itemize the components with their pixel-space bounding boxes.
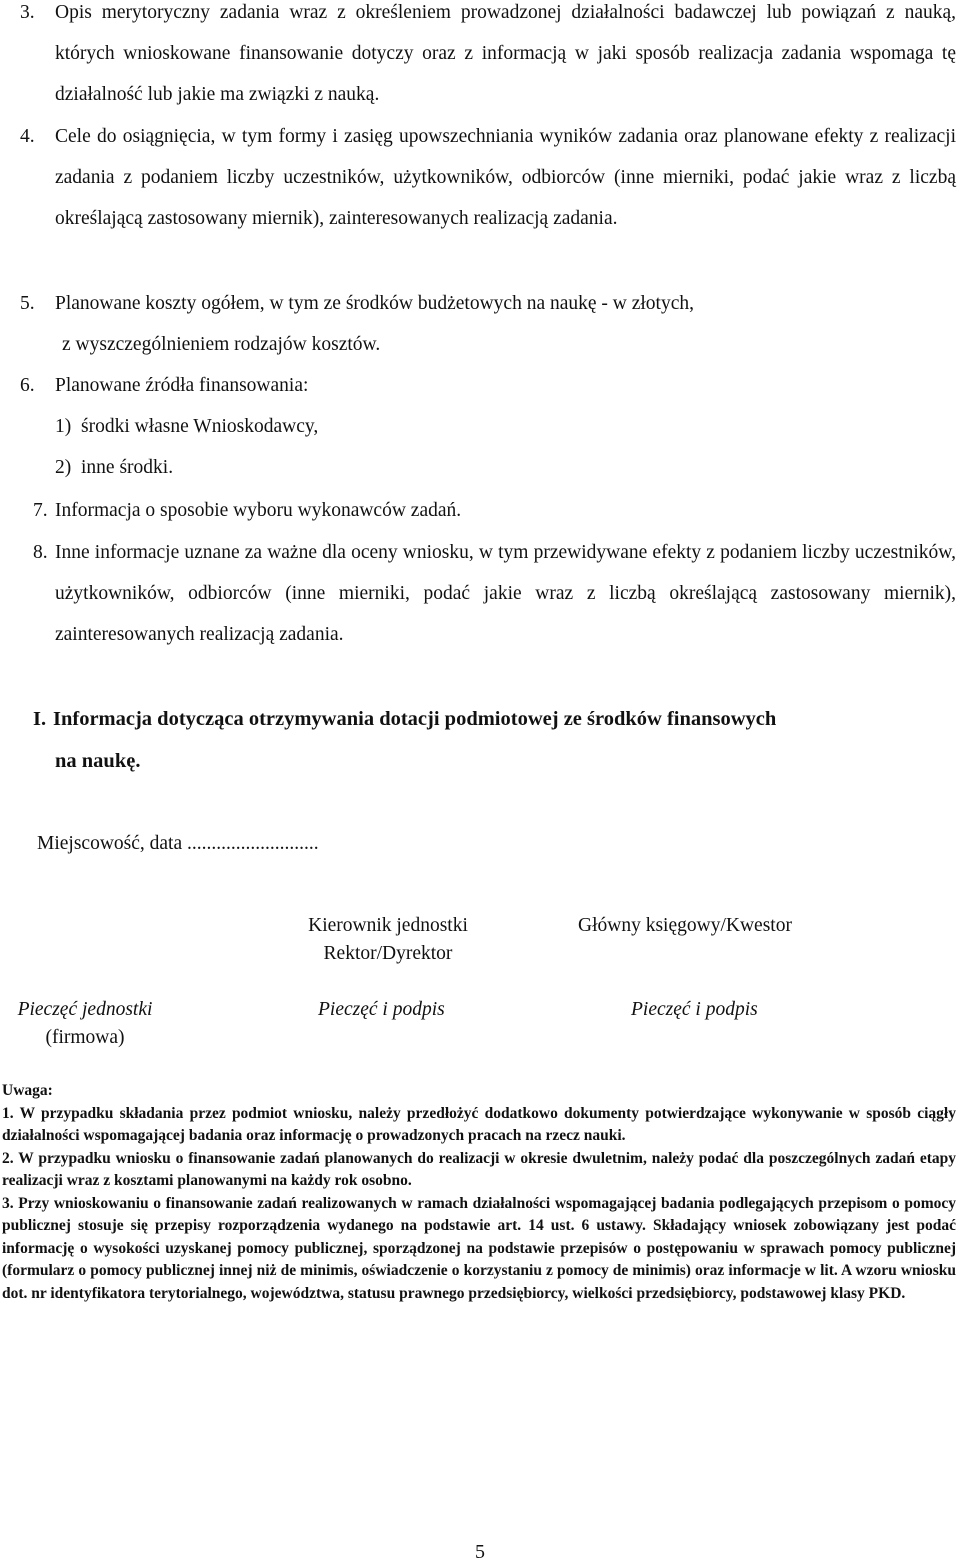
item-5-line-2: z wyszczególnieniem rodzajów kosztów. [62, 334, 381, 355]
item-8-number: 8. [33, 542, 48, 563]
item-3 [20, 0, 956, 115]
item-6-sub-2: 2) inne środki. [55, 457, 174, 478]
item-6-sub-1: 1) środki własne Wnioskodawcy, [55, 416, 319, 437]
notes [2, 1080, 956, 1305]
item-4 [20, 116, 956, 239]
note-1: 1. W przypadku składania przez podmiot wniosku, należy przedłożyć dodatkowo dokumenty potwierdzające wykonywanie w sposób ciągły działalności wspomagającej badania oraz informację o prowadzonych pracach na rzecz nauki. [2, 1104, 956, 1144]
unit-head-label [268, 912, 508, 968]
section-i-heading [33, 698, 953, 782]
section-i-line-1: Informacja dotycząca otrzymywania dotacji podmiotowej ze środków finansowych [53, 708, 777, 730]
section-i-number: I. [33, 708, 47, 730]
unit-stamp-label: Pieczęć jednostki [17, 999, 153, 1020]
notes-title: Uwaga: [2, 1082, 53, 1099]
unit-stamp-block [0, 996, 170, 1052]
unit-stamp-note: (firmowa) [45, 1027, 125, 1048]
item-3-number: 3. [20, 2, 35, 23]
item-7-number: 7. [33, 500, 48, 521]
note-3: 3. Przy wnioskowaniu o finansowanie zadań realizowanych w ramach działalności wspomagającej badania podlegających przepisom o pomocy publicznej stosuje się przepisy rozporządzenia wydanego na podstawie art. 14 ust. 6 ustawy. Składający wniosek zobowiązany jest podać informację o wysokości uzyskanej pomocy publicznej, sporządzonej na podstawie przepisów o postępowaniu w sprawach pomocy publicznej (formularz o pomocy publicznej innej niż de minimis, oświadczenie o korzystaniu z pomocy de minimis) oraz informacje w lit. A wzoru wniosku dot. nr identyfikatora terytorialnego, województwa, statusu prawnego przedsiębiorcy, wielkości przedsiębiorcy, podstawowej klasy PKD. [2, 1194, 956, 1302]
item-4-text: Cele do osiągnięcia, w tym formy i zasięg upowszechniania wyników zadania oraz planowane efekty z realizacji zadania z podaniem liczby uczestników, użytkowników, odbiorców (inne mierniki, podać jakie wraz z liczbą określającą zastosowany miernik), zainteresowanych realizacją zadania. [55, 126, 956, 229]
item-3-text: Opis merytoryczny zadania wraz z określeniem prowadzonej działalności badawczej lub powiązań z nauką, których wnioskowane finansowanie dotyczy oraz z informacją w jaki sposób realizacja zadania wspomaga tę działalność lub jakie ma związki z nauką. [55, 2, 956, 105]
page-number: 5 [475, 1541, 485, 1563]
item-6-number: 6. [20, 375, 35, 396]
accountant-label: Główny księgowy/Kwestor [578, 915, 792, 936]
unit-head-line-2: Rektor/Dyrektor [323, 943, 453, 964]
item-6 [20, 365, 956, 488]
item-7-text: Informacja o sposobie wyboru wykonawców zadań. [55, 500, 462, 521]
unit-head-line-1: Kierownik jednostki [308, 915, 468, 936]
item-5-line-1: Planowane koszty ogółem, w tym ze środków budżetowych na naukę - w złotych, [55, 293, 695, 314]
item-5-number: 5. [20, 293, 35, 314]
place-date: Miejscowość, data ........................... [37, 833, 319, 854]
item-4-number: 4. [20, 126, 35, 147]
stamp-signature-head: Pieczęć i podpis [318, 999, 445, 1020]
item-5 [20, 283, 956, 365]
item-8-text: Inne informacje uznane za ważne dla oceny wniosku, w tym przewidywane efekty z podaniem liczby uczestników, użytkowników, odbiorców (inne mierniki, podać jakie wraz z liczbą określającą zastosowany miernik), zainteresowanych realizacją zadania. [55, 542, 956, 645]
section-i-line-2: na naukę. [55, 750, 141, 772]
note-2: 2. W przypadku wniosku o finansowanie zadań planowanych do realizacji w okresie dwuletnim, należy podać dla poszczególnych zadań etapy realizacji wraz z kosztami planowanymi na każdy rok osobno. [2, 1149, 956, 1189]
item-7 [33, 490, 953, 531]
stamp-signature-accountant: Pieczęć i podpis [631, 999, 758, 1020]
item-8 [33, 532, 956, 655]
item-6-text: Planowane źródła finansowania: [55, 375, 309, 396]
